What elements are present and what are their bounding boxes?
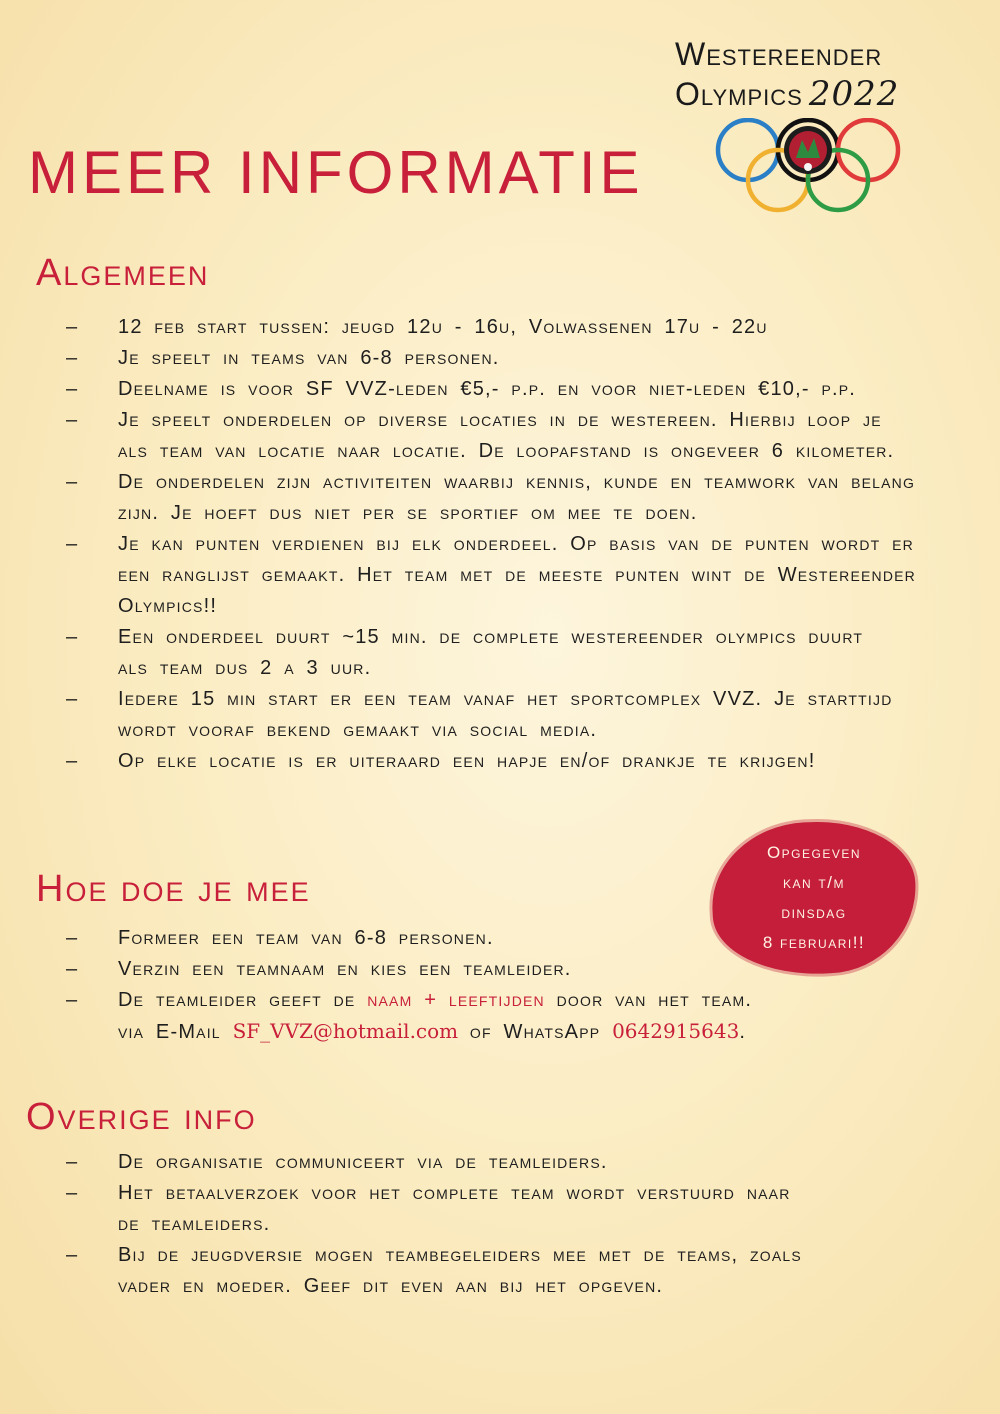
highlight-naam-leeftijden: naam + leeftijden — [367, 989, 545, 1011]
contact-text: door van het team. — [556, 989, 753, 1011]
list-item: – Verzin een teamnaam en kies een teamleider. — [66, 954, 866, 985]
logo-year: 2022 — [808, 74, 900, 114]
contact-text: De teamleider geeft de — [118, 989, 356, 1011]
badge-line: 8 februari!! — [762, 933, 866, 952]
whatsapp-number[interactable]: 0642915643 — [612, 1019, 740, 1043]
list-item: – De organisatie communiceert via de teamleiders. — [66, 1147, 866, 1178]
list-algemeen — [66, 312, 946, 777]
list-item: – Je speelt in teams van 6-8 personen. — [66, 343, 946, 374]
olympic-rings-icon — [708, 118, 908, 218]
logo-title-line2 — [675, 74, 899, 114]
logo-title-line1: Westereender — [675, 36, 883, 72]
event-logo — [660, 28, 960, 218]
contact-or: of WhatsApp — [469, 1021, 601, 1043]
section-heading-overige-info: Overige info — [26, 1096, 257, 1138]
logo-title-olympics: Olympics — [675, 76, 803, 112]
list-item: – Je kan punten verdienen bij elk onderdeel. Op basis van de punten wordt er een ranglijst gemaakt. Het team met de meeste punten wint de Westereender Olympics!! — [66, 529, 918, 622]
email-link[interactable]: SF_VVZ@hotmail.com — [232, 1019, 459, 1043]
sportvereniging-emblem-icon — [784, 126, 832, 174]
list-item: – Iedere 15 min start er een team vanaf het sportcomplex VVZ. Je starttijd wordt vooraf bekend gemaakt via social media. — [66, 684, 898, 746]
list-item: – Je speelt onderdelen op diverse locaties in de westereen. Hierbij loop je als team van locatie naar locatie. De loopafstand is ongeveer 6 kilometer. — [66, 405, 898, 467]
section-heading-algemeen: Algemeen — [36, 252, 210, 294]
list-item-contact — [66, 985, 866, 1048]
badge-line: kan t/m — [783, 873, 845, 892]
list-item: – Formeer een team van 6-8 personen. — [66, 923, 866, 954]
section-heading-hoe-doe-je-mee: Hoe doe je mee — [36, 868, 311, 910]
contact-end: . — [739, 1021, 747, 1043]
list-item: – Een onderdeel duurt ~15 min. de complete westereender olympics duurt als team dus 2 a 3 uur. — [66, 622, 898, 684]
list-item: – De onderdelen zijn activiteiten waarbij kennis, kunde en teamwork van belang zijn. Je hoeft dus niet per se sportief om mee te doen. — [66, 467, 918, 529]
badge-line: dinsdag — [781, 903, 847, 922]
list-item: – Bij de jeugdversie mogen teambegeleiders mee met de teams, zoals vader en moeder. Geef dit even aan bij het opgeven. — [66, 1240, 858, 1302]
list-item: – 12 feb start tussen: jeugd 12u - 16u, Volwassenen 17u - 22u — [66, 312, 946, 343]
list-item: – Deelname is voor SF VVZ-leden €5,- p.p. en voor niet-leden €10,- p.p. — [66, 374, 946, 405]
list-overige-info — [66, 1147, 866, 1302]
list-item: – Op elke locatie is er uiteraard een hapje en/of drankje te krijgen! — [66, 746, 946, 777]
page-title: MEER INFORMATIE — [28, 139, 644, 206]
deadline-badge-text — [712, 838, 916, 958]
list-item: – Het betaalverzoek voor het complete team wordt verstuurd naar de teamleiders. — [66, 1178, 818, 1240]
badge-line: Opgegeven — [766, 843, 862, 862]
contact-via: via E-Mail — [118, 1021, 221, 1043]
